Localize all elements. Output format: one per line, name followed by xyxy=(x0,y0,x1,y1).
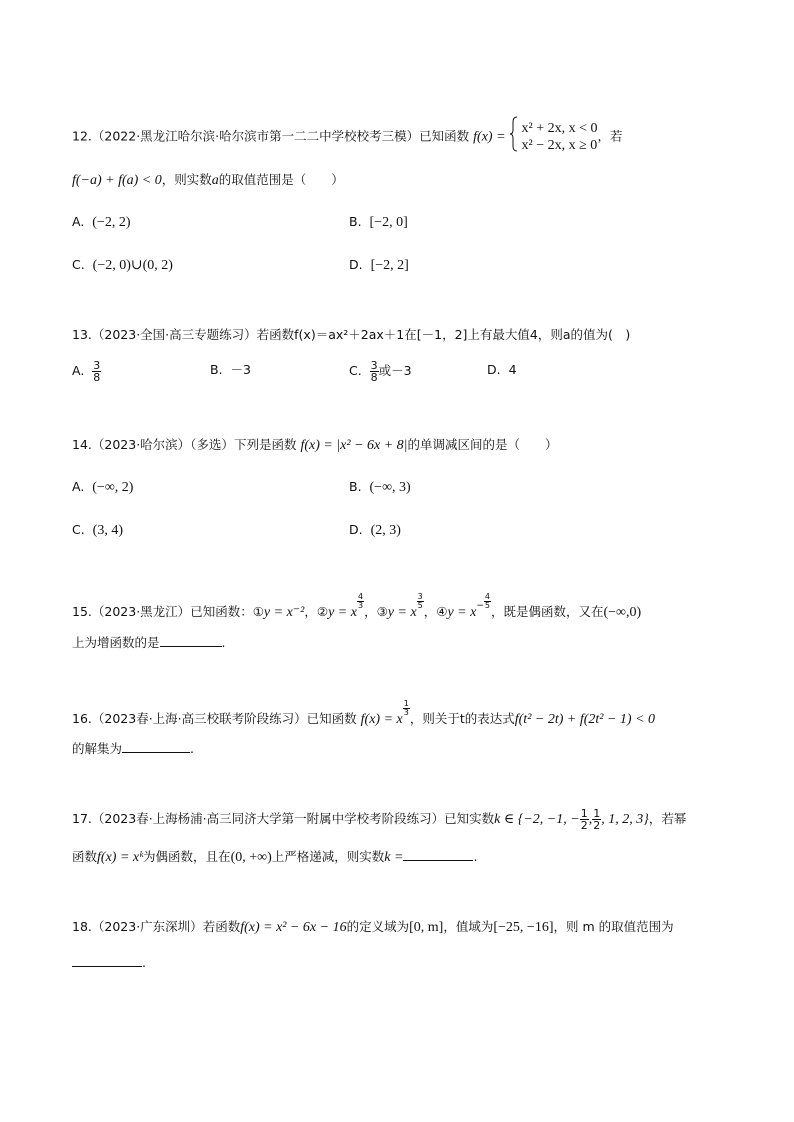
function-2-exponent xyxy=(357,593,364,610)
option-value: [−2, 2] xyxy=(370,258,409,273)
question-number: 17. xyxy=(72,811,92,826)
option-value: (3, 4) xyxy=(92,523,123,538)
question-number: 12. xyxy=(72,128,92,144)
question-text: 已知函数 xyxy=(306,711,357,726)
option-label: C. xyxy=(72,257,85,272)
question-text: 的取值范围是（ ） xyxy=(218,172,344,187)
question-source: （2022·黑龙江哈尔滨·哈尔滨市第一二二中学校校考三模） xyxy=(91,128,420,144)
option-label: A. xyxy=(72,214,85,229)
question-text: 下列是函数 xyxy=(233,437,297,452)
question-text: ，若幂 xyxy=(648,811,687,826)
q16-stem-line2 xyxy=(72,738,194,759)
function-2-base: y = x xyxy=(328,605,357,620)
question-source: （2023·黑龙江） xyxy=(91,604,191,619)
exp-numerator: 1 xyxy=(403,699,409,708)
fraction-denominator: 2 xyxy=(593,819,601,832)
q12-stem-line2 xyxy=(72,170,344,191)
option-label: B. xyxy=(349,479,362,494)
exp-numerator: 4 xyxy=(484,592,490,601)
function-4-base: y = x xyxy=(447,605,477,620)
set-expression: k ∈ {−2, −1, − xyxy=(494,812,580,827)
period: . xyxy=(221,635,226,650)
question-text: 已知实数 xyxy=(444,811,495,826)
answer-blank[interactable] xyxy=(403,846,473,861)
option-label: A. xyxy=(72,479,85,494)
function-4-exponent xyxy=(484,593,491,610)
question-source: （2023·广东深圳） xyxy=(91,919,203,934)
answer-blank[interactable] xyxy=(160,632,222,647)
question-text: 的单调减区间的是（ ） xyxy=(407,437,558,452)
q14-option-a[interactable] xyxy=(72,477,133,498)
question-number: 16. xyxy=(72,711,92,726)
question-text: 若函数 xyxy=(202,919,241,934)
answer-blank[interactable] xyxy=(72,952,142,967)
q17-stem-line2 xyxy=(72,846,477,868)
question-text: ，则关于t的表达式 xyxy=(409,711,515,726)
question-number: 14. xyxy=(72,437,92,452)
function-expression: f(x) = x xyxy=(360,712,403,727)
fraction-numerator: 1 xyxy=(580,807,588,820)
question-source: （2023·全国·高三专题练习） xyxy=(91,327,257,342)
answer-blank[interactable] xyxy=(122,738,190,753)
q14-option-b[interactable] xyxy=(349,477,411,498)
question-number: 15. xyxy=(72,604,92,619)
question-text: 已知函数：① xyxy=(190,604,264,619)
option-value: (−∞, 2) xyxy=(92,480,134,495)
option-label: A. xyxy=(72,363,85,378)
function-3-exponent xyxy=(417,593,424,610)
set-expression-tail: , 1, 2, 3} xyxy=(601,812,649,827)
fraction xyxy=(92,360,101,383)
question-source: （2023·哈尔滨）（多选） xyxy=(91,437,234,452)
period: . xyxy=(190,741,194,756)
piecewise-case-2: x² − 2x, x ≥ 0 xyxy=(521,138,598,153)
question-text: 上严格递减，则实数 xyxy=(271,849,385,864)
piecewise-case-1: x² + 2x, x < 0 xyxy=(521,121,598,136)
option-value: (−2, 2) xyxy=(92,215,131,230)
question-number: 13. xyxy=(72,327,92,342)
exp-denominator: 5 xyxy=(417,601,423,610)
option-value: 或－3 xyxy=(378,363,412,378)
option-value: (−2, 0)∪(0, 2) xyxy=(92,258,173,273)
question-text: 上为增函数的是 xyxy=(72,635,160,650)
q12-option-c[interactable] xyxy=(72,255,173,276)
inequality-expression: f(t² − 2t) + f(2t² − 1) < 0 xyxy=(514,712,656,727)
condition-expression: f(−a) + f(a) < 0 xyxy=(72,173,162,188)
q13-option-c[interactable] xyxy=(349,360,412,383)
piecewise-cases xyxy=(522,120,598,154)
q16-stem-line1 xyxy=(72,700,655,730)
q12-option-a[interactable] xyxy=(72,212,131,233)
option-label: D. xyxy=(349,257,363,272)
q13-option-b[interactable] xyxy=(210,360,251,380)
fraction xyxy=(592,808,601,831)
option-value: －3 xyxy=(230,362,251,377)
q13-option-a[interactable] xyxy=(72,360,101,383)
q12-stem-line1 xyxy=(72,116,623,158)
fraction-denominator: 2 xyxy=(580,819,588,832)
function-3-base: y = x xyxy=(387,605,417,620)
variable-equals: k = xyxy=(384,850,404,865)
variable: a xyxy=(211,173,219,188)
range-interval: [−25, −16] xyxy=(493,920,554,935)
q14-option-c[interactable] xyxy=(72,520,123,541)
exp-numerator: 3 xyxy=(417,592,423,601)
q15-stem-line1 xyxy=(72,593,641,623)
interval: (0, +∞) xyxy=(230,850,272,865)
q14-option-d[interactable] xyxy=(349,520,401,541)
question-source: （2023春·上海杨浦·高三同济大学第一附属中学校考阶段练习） xyxy=(91,811,445,826)
question-text: 函数 xyxy=(72,849,98,864)
option-value: [−2, 0] xyxy=(369,215,408,230)
question-text: ，值域为 xyxy=(443,919,494,934)
function-expression: f(x) = |x² − 6x + 8| xyxy=(300,438,408,453)
fraction-denominator: 8 xyxy=(93,371,101,384)
option-value: (−∞, 3) xyxy=(369,480,411,495)
fraction-numerator: 1 xyxy=(593,807,601,820)
question-text: 的定义域为 xyxy=(346,919,410,934)
fraction xyxy=(370,360,379,383)
fraction-denominator: 8 xyxy=(370,371,378,384)
question-number: 18. xyxy=(72,919,92,934)
interval: (−∞,0) xyxy=(603,605,642,620)
question-text: 为偶函数，且在 xyxy=(143,849,231,864)
option-value: (2, 3) xyxy=(370,523,401,538)
period: . xyxy=(473,849,478,864)
piecewise-brace-icon xyxy=(510,116,518,158)
exp-denominator: 3 xyxy=(403,708,409,717)
domain-interval: [0, m] xyxy=(409,920,444,935)
option-label: D. xyxy=(349,522,363,537)
q18-stem-line1 xyxy=(72,917,674,938)
question-text: ，若 xyxy=(597,128,623,144)
question-text: 若函数f(x)＝ax²＋2ax＋1在[－1，2]上有最大值4，则a的值为( ) xyxy=(256,327,631,342)
option-value: 4 xyxy=(508,362,517,377)
q18-stem-line2 xyxy=(72,952,146,973)
question-text: ，则实数 xyxy=(161,172,212,187)
period: . xyxy=(142,955,146,970)
q15-stem-line2 xyxy=(72,632,226,653)
exp-sign: − xyxy=(476,601,484,611)
q14-stem xyxy=(72,435,558,456)
question-text: ，既是偶函数，又在 xyxy=(490,604,604,619)
option-label: D. xyxy=(487,362,501,377)
separator: ，④ xyxy=(423,604,448,619)
fraction-numerator: 3 xyxy=(370,359,378,372)
exp-denominator: 5 xyxy=(484,601,490,610)
question-source: （2023春·上海·高三校联考阶段练习） xyxy=(91,711,307,726)
separator: ，② xyxy=(304,604,329,619)
function-1: y = x⁻² xyxy=(263,605,305,620)
option-label: C. xyxy=(349,363,362,378)
function-expression: f(x) = xᵏ xyxy=(97,850,144,865)
question-text: ，则 m 的取值范围为 xyxy=(553,919,674,934)
fraction-numerator: 3 xyxy=(93,359,101,372)
exponent-fraction xyxy=(403,700,410,717)
fraction xyxy=(580,808,589,831)
option-label: B. xyxy=(349,214,362,229)
separator: ，③ xyxy=(364,604,388,619)
q13-stem xyxy=(72,325,630,345)
function-label: f(x) = xyxy=(473,129,506,145)
exp-denominator: 3 xyxy=(357,601,364,610)
option-label: C. xyxy=(72,522,85,537)
exp-numerator: 4 xyxy=(357,592,364,601)
question-text: 的解集为 xyxy=(72,741,123,756)
function-expression: f(x) = x² − 6x − 16 xyxy=(240,920,347,935)
q12-option-b[interactable] xyxy=(349,212,408,233)
question-text: 已知函数 xyxy=(419,128,470,144)
q12-option-d[interactable] xyxy=(349,255,409,276)
option-label: B. xyxy=(210,362,223,377)
q17-stem-line1: 17.（2023春·上海杨浦·高三同济大学第一附属中学校考阶段练习）已知实数k ∈ {−2, −1, − $\frac{1}{2}$ , $\frac{1}{2}$ , 1, 2, 3}，若幂 xyxy=(72,807,687,832)
q13-option-d[interactable] xyxy=(487,360,517,380)
